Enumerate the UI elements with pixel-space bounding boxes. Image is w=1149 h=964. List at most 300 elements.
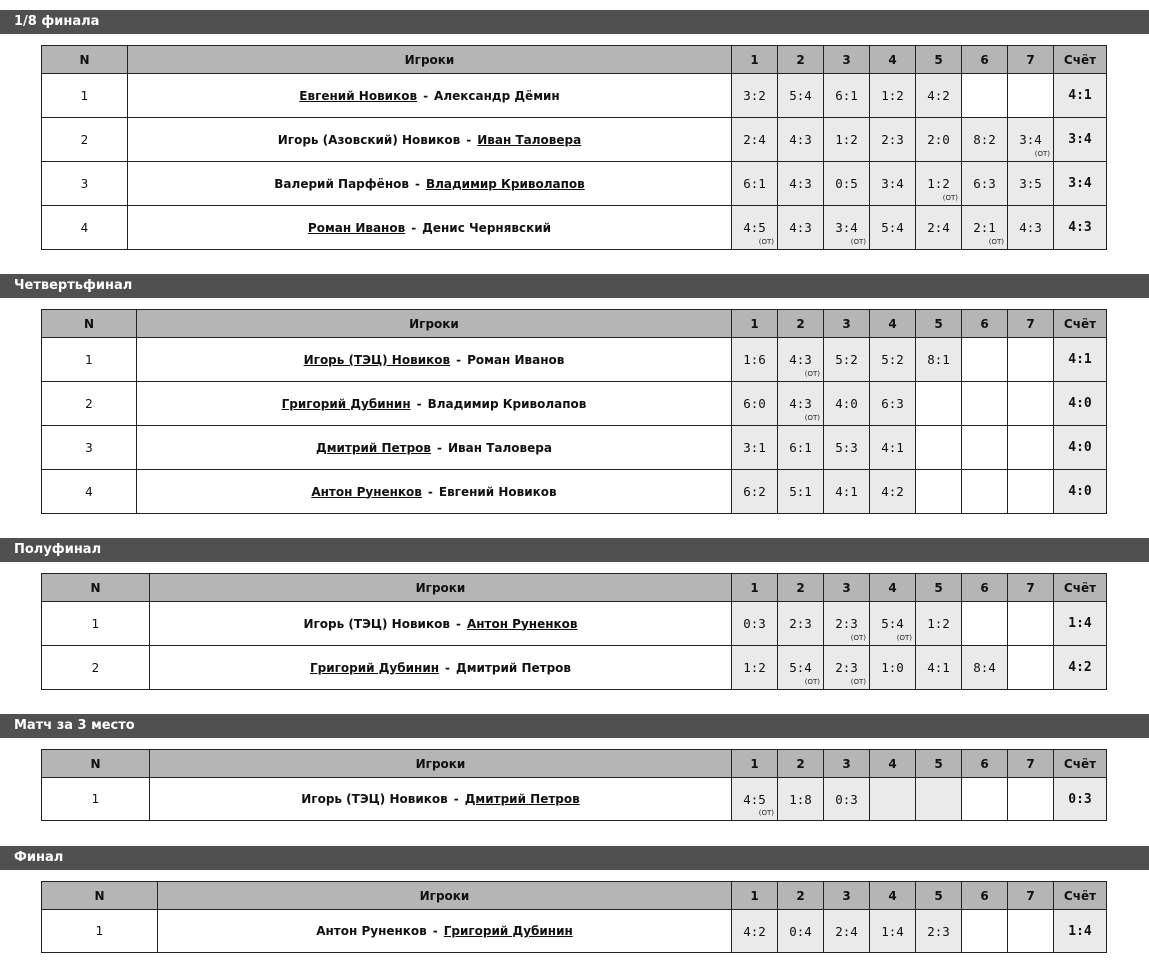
column-header-set-7: 7 [1008, 882, 1054, 910]
player-1-winner-link[interactable]: Игорь (ТЭЦ) Новиков [303, 352, 451, 367]
column-header-set-7: 7 [1008, 46, 1054, 74]
set-score-7 [1008, 426, 1054, 470]
set-score-value: 4:2 [743, 923, 766, 939]
results-table [41, 309, 1107, 514]
column-header-set-2: 2 [778, 310, 824, 338]
player-2-name: Александр Дёмин [434, 88, 560, 103]
column-header-n: N [42, 750, 150, 778]
match-players [150, 602, 732, 646]
set-score-value: 8:2 [973, 132, 996, 147]
header-row [42, 750, 1107, 778]
set-score-1 [732, 118, 778, 162]
overtime-marker: (ОТ) [804, 678, 820, 686]
set-score-4 [870, 910, 916, 953]
players-separator: - [466, 132, 472, 147]
set-score-5 [916, 602, 962, 646]
set-score-4 [870, 206, 916, 250]
results-table [41, 45, 1107, 250]
column-header-set-5: 5 [916, 46, 962, 74]
player-2-winner-link[interactable]: Владимир Криволапов [425, 176, 585, 191]
set-score-7 [1008, 162, 1054, 206]
set-score-2 [778, 118, 824, 162]
set-score-3 [824, 338, 870, 382]
set-score-value: 5:2 [835, 352, 858, 367]
set-score-1 [732, 910, 778, 953]
set-score-5 [916, 470, 962, 514]
match-total-score: 4:0 [1054, 470, 1107, 514]
players-separator: - [427, 484, 433, 499]
match-players [128, 74, 732, 118]
player-1-winner-link[interactable]: Роман Иванов [307, 220, 406, 235]
column-header-set-3: 3 [824, 574, 870, 602]
column-header-players: Игроки [150, 574, 732, 602]
set-score-2 [778, 162, 824, 206]
match-total-score: 0:3 [1054, 778, 1107, 821]
set-score-3 [824, 470, 870, 514]
results-table [41, 881, 1107, 953]
player-1-winner-link[interactable]: Григорий Дубинин [309, 660, 440, 675]
player-2-winner-link[interactable]: Дмитрий Петров [464, 792, 580, 806]
set-score-4 [870, 426, 916, 470]
set-score-value: 0:4 [789, 923, 812, 939]
match-row [42, 470, 1107, 514]
set-score-4 [870, 646, 916, 690]
set-score-value: 4:3 [789, 220, 812, 235]
set-score-6 [962, 338, 1008, 382]
player-1-name: Игорь (ТЭЦ) Новиков [303, 616, 450, 631]
column-header-set-1: 1 [732, 574, 778, 602]
match-total-score: 4:1 [1054, 74, 1107, 118]
set-score-value: 0:3 [835, 791, 858, 807]
column-header-set-3: 3 [824, 882, 870, 910]
column-header-set-1: 1 [732, 46, 778, 74]
player-2-winner-link[interactable]: Антон Руненков [466, 616, 578, 631]
match-total-score: 3:4 [1054, 162, 1107, 206]
set-score-5 [916, 74, 962, 118]
set-score-1 [732, 338, 778, 382]
set-score-value: 5:4 [881, 616, 904, 631]
column-header-score: Счёт [1054, 310, 1107, 338]
section-title-bar: Финал [0, 846, 1149, 870]
player-2-name: Владимир Криволапов [427, 396, 587, 411]
set-score-value: 1:2 [927, 616, 950, 631]
section-title-bar: Полуфинал [0, 538, 1149, 562]
set-score-6 [962, 646, 1008, 690]
set-score-5 [916, 426, 962, 470]
column-header-set-5: 5 [916, 574, 962, 602]
set-score-7 [1008, 470, 1054, 514]
match-number: 3 [42, 162, 128, 206]
column-header-set-2: 2 [778, 46, 824, 74]
set-score-value: 6:1 [789, 440, 812, 455]
set-score-value: 6:0 [743, 396, 766, 411]
column-header-players: Игроки [150, 750, 732, 778]
header-row [42, 574, 1107, 602]
match-players [128, 118, 732, 162]
set-score-1 [732, 602, 778, 646]
column-header-set-2: 2 [778, 882, 824, 910]
set-score-value: 4:1 [835, 484, 858, 499]
match-players [128, 206, 732, 250]
set-score-value: 1:2 [743, 660, 766, 675]
set-score-3 [824, 646, 870, 690]
column-header-score: Счёт [1054, 750, 1107, 778]
header-row [42, 310, 1107, 338]
player-2-name: Иван Таловера [448, 440, 552, 455]
set-score-value: 2:4 [835, 923, 858, 939]
set-score-value: 5:4 [789, 660, 812, 675]
set-score-1 [732, 426, 778, 470]
set-score-value: 1:0 [881, 660, 904, 675]
match-number: 1 [42, 602, 150, 646]
set-score-1 [732, 646, 778, 690]
overtime-marker: (ОТ) [850, 634, 866, 642]
set-score-value: 8:1 [927, 352, 950, 367]
match-players [150, 646, 732, 690]
player-2-name: Денис Чернявский [422, 220, 552, 235]
match-total-score: 4:0 [1054, 426, 1107, 470]
players-separator: - [432, 924, 438, 938]
set-score-value: 5:3 [835, 440, 858, 455]
set-score-value: 1:4 [881, 923, 904, 939]
set-score-3 [824, 118, 870, 162]
set-score-4 [870, 602, 916, 646]
players-separator: - [414, 176, 420, 191]
match-row [42, 382, 1107, 426]
set-score-value: 4:3 [1019, 220, 1042, 235]
set-score-value: 3:2 [743, 88, 766, 103]
set-score-4 [870, 338, 916, 382]
overtime-marker: (ОТ) [988, 238, 1004, 246]
set-score-value: 4:3 [789, 396, 812, 411]
match-players [137, 338, 732, 382]
column-header-set-6: 6 [962, 882, 1008, 910]
header-row [42, 882, 1107, 910]
player-1-name: Валерий Парфёнов [274, 176, 409, 191]
match-number: 1 [42, 910, 158, 953]
column-header-players: Игроки [128, 46, 732, 74]
match-total-score: 4:2 [1054, 646, 1107, 690]
set-score-3 [824, 206, 870, 250]
match-row [42, 162, 1107, 206]
set-score-value: 3:4 [835, 220, 858, 235]
set-score-2 [778, 382, 824, 426]
set-score-7 [1008, 118, 1054, 162]
column-header-set-2: 2 [778, 574, 824, 602]
player-2-winner-link[interactable]: Иван Таловера [477, 132, 582, 147]
column-header-set-5: 5 [916, 750, 962, 778]
column-header-n: N [42, 882, 158, 910]
column-header-set-5: 5 [916, 882, 962, 910]
player-2-name: Евгений Новиков [438, 484, 557, 499]
players-separator: - [455, 616, 461, 631]
match-number: 4 [42, 470, 137, 514]
set-score-7 [1008, 382, 1054, 426]
match-row [42, 646, 1107, 690]
column-header-set-6: 6 [962, 750, 1008, 778]
player-1-winner-link[interactable]: Антон Руненков [311, 484, 422, 499]
match-total-score: 3:4 [1054, 118, 1107, 162]
column-header-set-1: 1 [732, 750, 778, 778]
set-score-5 [916, 338, 962, 382]
column-header-set-3: 3 [824, 46, 870, 74]
set-score-6 [962, 602, 1008, 646]
set-score-value: 3:4 [881, 176, 904, 191]
set-score-value: 4:3 [789, 352, 812, 367]
set-score-7 [1008, 910, 1054, 953]
set-score-value: 6:2 [743, 484, 766, 499]
set-score-4 [870, 74, 916, 118]
match-number: 1 [42, 338, 137, 382]
set-score-6 [962, 206, 1008, 250]
set-score-2 [778, 426, 824, 470]
match-row [42, 118, 1107, 162]
set-score-value: 1:2 [881, 88, 904, 103]
player-1-winner-link[interactable]: Григорий Дубинин [281, 396, 411, 411]
players-separator: - [411, 220, 417, 235]
section-title-bar: 1/8 финала [0, 10, 1149, 34]
match-players [158, 910, 732, 953]
overtime-marker: (ОТ) [850, 678, 866, 686]
set-score-value: 4:0 [835, 396, 858, 411]
set-score-6 [962, 910, 1008, 953]
column-header-set-4: 4 [870, 310, 916, 338]
set-score-2 [778, 74, 824, 118]
set-score-2 [778, 910, 824, 953]
column-header-set-1: 1 [732, 882, 778, 910]
set-score-value: 0:5 [835, 176, 858, 191]
set-score-value: 6:3 [881, 396, 904, 411]
match-number: 1 [42, 778, 150, 821]
players-separator: - [456, 352, 462, 367]
set-score-1 [732, 382, 778, 426]
overtime-marker: (ОТ) [942, 194, 958, 202]
column-header-set-4: 4 [870, 750, 916, 778]
column-header-n: N [42, 46, 128, 74]
set-score-value: 0:3 [743, 616, 766, 631]
set-score-value: 2:3 [789, 616, 812, 631]
set-score-6 [962, 118, 1008, 162]
set-score-5 [916, 382, 962, 426]
set-score-7 [1008, 778, 1054, 821]
set-score-value: 4:2 [881, 484, 904, 499]
set-score-6 [962, 778, 1008, 821]
player-2-name: Дмитрий Петров [456, 660, 572, 675]
set-score-value: 2:3 [835, 616, 858, 631]
set-score-3 [824, 778, 870, 821]
set-score-value: 3:5 [1019, 176, 1042, 191]
set-score-2 [778, 602, 824, 646]
column-header-set-6: 6 [962, 574, 1008, 602]
set-score-7 [1008, 646, 1054, 690]
match-players [137, 426, 732, 470]
player-1-name: Игорь (Азовский) Новиков [277, 132, 461, 147]
set-score-value: 2:3 [881, 132, 904, 147]
set-score-value: 4:5 [743, 220, 766, 235]
match-number: 1 [42, 74, 128, 118]
set-score-1 [732, 778, 778, 821]
set-score-1 [732, 470, 778, 514]
set-score-6 [962, 426, 1008, 470]
set-score-value: 2:0 [927, 132, 950, 147]
column-header-set-7: 7 [1008, 574, 1054, 602]
set-score-2 [778, 470, 824, 514]
match-number: 3 [42, 426, 137, 470]
column-header-set-4: 4 [870, 574, 916, 602]
match-row [42, 74, 1107, 118]
set-score-6 [962, 382, 1008, 426]
set-score-value: 6:3 [973, 176, 996, 191]
set-score-2 [778, 206, 824, 250]
match-row [42, 602, 1107, 646]
column-header-set-1: 1 [732, 310, 778, 338]
player-2-name: Роман Иванов [467, 352, 565, 367]
set-score-6 [962, 470, 1008, 514]
set-score-5 [916, 162, 962, 206]
set-score-value: 5:2 [881, 352, 904, 367]
column-header-set-3: 3 [824, 310, 870, 338]
section-title-bar: Четвертьфинал [0, 274, 1149, 298]
set-score-2 [778, 338, 824, 382]
set-score-value: 6:1 [743, 176, 766, 191]
match-row [42, 206, 1107, 250]
overtime-marker: (ОТ) [1034, 150, 1050, 158]
overtime-marker: (ОТ) [804, 414, 820, 422]
column-header-set-3: 3 [824, 750, 870, 778]
set-score-value: 8:4 [973, 660, 996, 675]
set-score-value: 6:1 [835, 88, 858, 103]
match-number: 2 [42, 646, 150, 690]
header-row [42, 46, 1107, 74]
player-2-winner-link[interactable]: Григорий Дубинин [443, 924, 573, 938]
match-players [137, 470, 732, 514]
set-score-2 [778, 778, 824, 821]
set-score-value: 4:3 [789, 132, 812, 147]
set-score-4 [870, 162, 916, 206]
set-score-1 [732, 162, 778, 206]
set-score-value: 5:1 [789, 484, 812, 499]
match-number: 2 [42, 118, 128, 162]
match-total-score: 4:1 [1054, 338, 1107, 382]
column-header-n: N [42, 574, 150, 602]
set-score-2 [778, 646, 824, 690]
column-header-score: Счёт [1054, 46, 1107, 74]
set-score-value: 2:1 [973, 220, 996, 235]
players-separator: - [445, 660, 450, 675]
player-1-winner-link[interactable]: Дмитрий Петров [316, 440, 432, 455]
column-header-set-5: 5 [916, 310, 962, 338]
results-table [41, 573, 1107, 690]
set-score-7 [1008, 206, 1054, 250]
column-header-score: Счёт [1054, 574, 1107, 602]
set-score-5 [916, 778, 962, 821]
set-score-3 [824, 382, 870, 426]
set-score-4 [870, 382, 916, 426]
set-score-value: 4:1 [927, 660, 950, 675]
set-score-value: 2:3 [835, 660, 858, 675]
set-score-5 [916, 206, 962, 250]
set-score-value: 5:4 [881, 220, 904, 235]
set-score-value: 5:4 [789, 88, 812, 103]
players-separator: - [437, 440, 443, 455]
players-separator: - [423, 88, 429, 103]
set-score-3 [824, 910, 870, 953]
set-score-value: 3:1 [743, 440, 766, 455]
players-separator: - [416, 396, 422, 411]
column-header-n: N [42, 310, 137, 338]
match-number: 2 [42, 382, 137, 426]
set-score-4 [870, 118, 916, 162]
overtime-marker: (ОТ) [804, 370, 820, 378]
set-score-value: 4:2 [927, 88, 950, 103]
player-1-winner-link[interactable]: Евгений Новиков [299, 88, 418, 103]
column-header-set-6: 6 [962, 310, 1008, 338]
overtime-marker: (ОТ) [758, 809, 774, 817]
set-score-4 [870, 470, 916, 514]
set-score-value: 4:1 [881, 440, 904, 455]
set-score-value: 4:3 [789, 176, 812, 191]
set-score-5 [916, 646, 962, 690]
set-score-3 [824, 602, 870, 646]
match-players [150, 778, 732, 821]
set-score-7 [1008, 338, 1054, 382]
match-players [128, 162, 732, 206]
set-score-value: 4:5 [743, 791, 766, 807]
section-title-bar: Матч за 3 место [0, 714, 1149, 738]
overtime-marker: (ОТ) [758, 238, 774, 246]
match-total-score: 4:0 [1054, 382, 1107, 426]
column-header-players: Игроки [158, 882, 732, 910]
match-row [42, 338, 1107, 382]
match-total-score: 1:4 [1054, 910, 1107, 953]
set-score-3 [824, 426, 870, 470]
players-separator: - [453, 792, 459, 806]
set-score-6 [962, 162, 1008, 206]
overtime-marker: (ОТ) [850, 238, 866, 246]
set-score-1 [732, 74, 778, 118]
set-score-6 [962, 74, 1008, 118]
set-score-value: 3:4 [1019, 132, 1042, 147]
set-score-value: 2:4 [927, 220, 950, 235]
set-score-value: 2:4 [743, 132, 766, 147]
column-header-set-7: 7 [1008, 310, 1054, 338]
set-score-5 [916, 910, 962, 953]
match-row [42, 910, 1107, 953]
match-row [42, 426, 1107, 470]
results-table [41, 749, 1107, 821]
set-score-value: 1:8 [789, 791, 812, 807]
set-score-value: 2:3 [927, 923, 950, 939]
column-header-set-2: 2 [778, 750, 824, 778]
column-header-set-4: 4 [870, 882, 916, 910]
overtime-marker: (ОТ) [896, 634, 912, 642]
set-score-3 [824, 74, 870, 118]
column-header-set-6: 6 [962, 46, 1008, 74]
set-score-7 [1008, 74, 1054, 118]
set-score-5 [916, 118, 962, 162]
set-score-value: 1:2 [835, 132, 858, 147]
set-score-value: 1:2 [927, 176, 950, 191]
player-1-name: Игорь (ТЭЦ) Новиков [301, 792, 448, 806]
player-1-name: Антон Руненков [316, 924, 427, 938]
column-header-set-4: 4 [870, 46, 916, 74]
match-total-score: 1:4 [1054, 602, 1107, 646]
column-header-set-7: 7 [1008, 750, 1054, 778]
set-score-7 [1008, 602, 1054, 646]
match-number: 4 [42, 206, 128, 250]
match-players [137, 382, 732, 426]
set-score-1 [732, 206, 778, 250]
